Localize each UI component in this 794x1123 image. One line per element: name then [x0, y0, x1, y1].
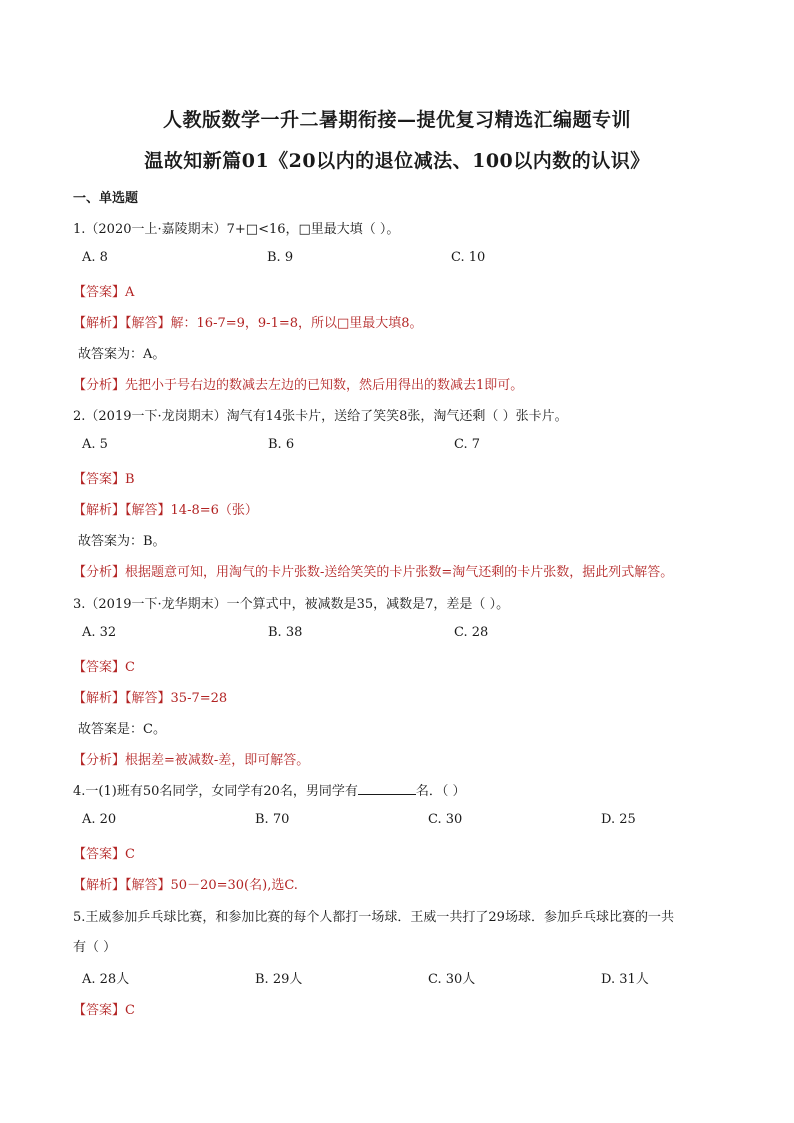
answer-label: 【答案】	[73, 847, 126, 862]
solution-label: 【解答】	[125, 691, 171, 706]
q4-analysis	[73, 874, 298, 893]
answer-label: 【答案】	[73, 285, 126, 300]
question-4-stem	[73, 780, 466, 799]
q4-option-b: B. 70	[255, 812, 290, 827]
q4-answer-blank	[358, 782, 416, 795]
q5-option-d: D. 31人	[601, 972, 649, 987]
question-5-stem-line-2: 有（ ）	[73, 940, 117, 955]
answer-value: C	[125, 847, 135, 862]
q3-answer	[73, 656, 135, 675]
fenxi-label: 【分析】	[73, 753, 126, 768]
q3-option-a: A. 32	[82, 625, 117, 640]
q1-analysis	[73, 312, 423, 331]
q4-stem-part-a: 4.一(1)班有50名同学，女同学有20名，男同学有	[73, 784, 358, 799]
q2-option-b: B. 6	[268, 437, 295, 452]
answer-value: C	[125, 1003, 135, 1018]
analysis-label: 【解析】	[73, 878, 126, 893]
q2-conclusion: 故答案为：B。	[78, 534, 166, 549]
q1-conclusion: 故答案为：A。	[78, 347, 166, 362]
analysis-label: 【解析】	[73, 503, 126, 518]
solution-text: 14-8=6（张）	[170, 503, 258, 518]
question-3-stem: 3.（2019一下·龙华期末）一个算式中，被减数是35，减数是7，差是（ ）。	[73, 597, 510, 612]
q5-option-a: A. 28人	[82, 972, 130, 987]
q1-option-a: A. 8	[82, 250, 108, 265]
fenxi-text: 根据题意可知，用淘气的卡片张数-送给笑笑的卡片张数=淘气还剩的卡片张数，据此列式解答。	[125, 565, 674, 580]
fenxi-label: 【分析】	[73, 378, 126, 393]
analysis-label: 【解析】	[73, 316, 126, 331]
answer-value: C	[125, 660, 135, 675]
q3-conclusion: 故答案是：C。	[78, 722, 166, 737]
q2-fenxi	[73, 561, 673, 580]
answer-label: 【答案】	[73, 660, 126, 675]
analysis-label: 【解析】	[73, 691, 126, 706]
q3-option-c: C. 28	[454, 625, 489, 640]
answer-value: B	[125, 472, 135, 487]
q4-answer	[73, 843, 135, 862]
q1-fenxi	[73, 374, 523, 393]
question-5-stem-line-1: 5.王威参加乒乓球比赛，和参加比赛的每个人都打一场球．王威一共打了29场球．参加乒乓球比赛的一共	[73, 910, 674, 925]
q2-analysis	[73, 499, 258, 518]
q2-option-a: A. 5	[82, 437, 108, 452]
q1-option-b: B. 9	[267, 250, 294, 265]
q5-option-b: B. 29人	[255, 972, 303, 987]
solution-text: 解：16-7=9，9-1=8，所以□里最大填8。	[170, 316, 423, 331]
q4-stem-part-b: 名．（ ）	[415, 784, 466, 799]
q2-option-c: C. 7	[454, 437, 481, 452]
q4-option-a: A. 20	[82, 812, 117, 827]
q5-answer	[73, 999, 135, 1018]
solution-label: 【解答】	[125, 878, 171, 893]
question-2-stem: 2.（2019一下·龙岗期末）淘气有14张卡片，送给了笑笑8张，淘气还剩（ ）张卡片。	[73, 409, 568, 424]
fenxi-text: 根据差=被减数-差，即可解答。	[125, 753, 310, 768]
q5-option-c: C. 30人	[428, 972, 476, 987]
q3-option-b: B. 38	[268, 625, 303, 640]
fenxi-label: 【分析】	[73, 565, 126, 580]
solution-text: 35-7=28	[170, 691, 228, 706]
solution-text: 50－20=30(名),选C.	[170, 878, 298, 893]
solution-label: 【解答】	[125, 316, 171, 331]
fenxi-text: 先把小于号右边的数减去左边的已知数，然后用得出的数减去1即可。	[125, 378, 524, 393]
answer-value: A	[125, 285, 135, 300]
q4-option-c: C. 30	[428, 812, 463, 827]
q3-analysis	[73, 687, 227, 706]
q3-fenxi	[73, 749, 309, 768]
document-subtitle: 温故知新篇01《20以内的退位减法、100以内数的认识》	[144, 150, 650, 172]
q1-answer	[73, 281, 134, 300]
q4-option-d: D. 25	[601, 812, 636, 827]
question-1-stem: 1.（2020一上·嘉陵期末）7+□<16，□里最大填（ ）。	[73, 222, 400, 237]
section-heading: 一、单选题	[73, 191, 139, 206]
solution-label: 【解答】	[125, 503, 171, 518]
answer-label: 【答案】	[73, 472, 126, 487]
q1-option-c: C. 10	[451, 250, 486, 265]
q2-answer	[73, 468, 135, 487]
document-title: 人教版数学一升二暑期衔接—提优复习精选汇编题专训	[162, 109, 631, 131]
answer-label: 【答案】	[73, 1003, 126, 1018]
